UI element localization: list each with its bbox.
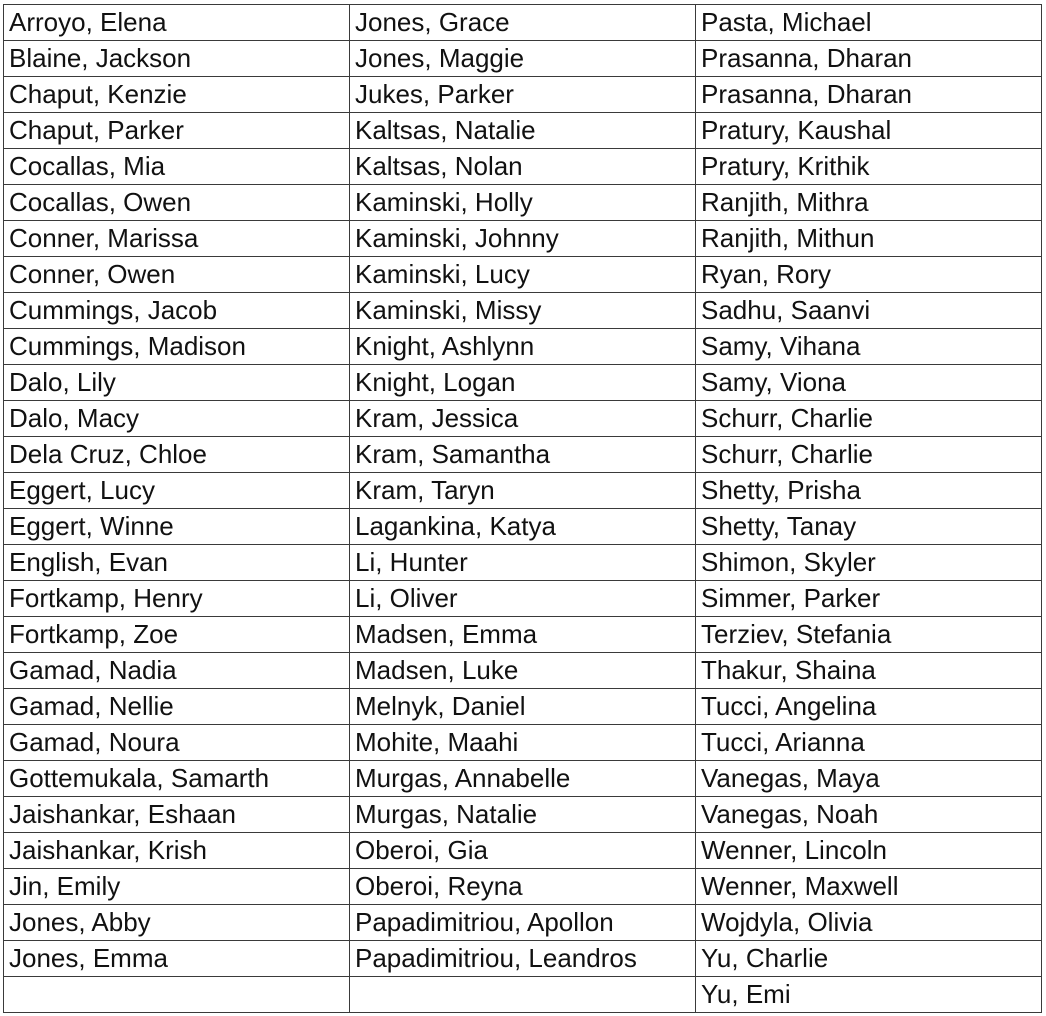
name-cell: Kaltsas, Natalie [350,113,696,149]
name-cell: Jones, Maggie [350,41,696,77]
name-cell: Conner, Marissa [4,221,350,257]
name-cell: English, Evan [4,545,350,581]
name-cell: Yu, Emi [696,977,1042,1013]
table-row [4,185,1042,221]
name-cell: Madsen, Emma [350,617,696,653]
name-cell: Kram, Taryn [350,473,696,509]
name-cell: Pratury, Kaushal [696,113,1042,149]
table-row [4,725,1042,761]
name-cell: Jaishankar, Krish [4,833,350,869]
name-cell: Knight, Ashlynn [350,329,696,365]
name-cell: Dalo, Lily [4,365,350,401]
name-cell: Chaput, Parker [4,113,350,149]
name-cell: Vanegas, Maya [696,761,1042,797]
name-cell: Schurr, Charlie [696,437,1042,473]
name-cell: Eggert, Lucy [4,473,350,509]
name-cell: Kaminski, Johnny [350,221,696,257]
table-row [4,401,1042,437]
name-cell: Samy, Vihana [696,329,1042,365]
name-cell: Jones, Grace [350,5,696,41]
table-row [4,509,1042,545]
table-row [4,761,1042,797]
name-cell: Jukes, Parker [350,77,696,113]
name-cell: Kram, Jessica [350,401,696,437]
name-cell: Jones, Emma [4,941,350,977]
name-cell: Wenner, Lincoln [696,833,1042,869]
table-row [4,617,1042,653]
name-cell: Pasta, Michael [696,5,1042,41]
name-cell: Blaine, Jackson [4,41,350,77]
name-cell: Gamad, Nellie [4,689,350,725]
name-cell: Prasanna, Dharan [696,77,1042,113]
table-row [4,5,1042,41]
table-row [4,149,1042,185]
table-row [4,869,1042,905]
name-cell: Gamad, Noura [4,725,350,761]
table-row [4,653,1042,689]
table-row [4,833,1042,869]
name-cell: Schurr, Charlie [696,401,1042,437]
table-row [4,77,1042,113]
table-row [4,545,1042,581]
name-cell: Yu, Charlie [696,941,1042,977]
name-cell: Pratury, Krithik [696,149,1042,185]
name-cell: Thakur, Shaina [696,653,1042,689]
name-grid-body [4,5,1042,1013]
name-cell: Papadimitriou, Leandros [350,941,696,977]
table-row [4,473,1042,509]
name-cell: Arroyo, Elena [4,5,350,41]
name-cell: Wojdyla, Olivia [696,905,1042,941]
table-row [4,581,1042,617]
name-cell: Fortkamp, Henry [4,581,350,617]
table-row [4,365,1042,401]
name-cell: Wenner, Maxwell [696,869,1042,905]
name-cell: Oberoi, Gia [350,833,696,869]
name-cell: Simmer, Parker [696,581,1042,617]
name-cell: Kaminski, Lucy [350,257,696,293]
table-row [4,221,1042,257]
name-cell: Madsen, Luke [350,653,696,689]
table-row [4,977,1042,1013]
name-cell [4,977,350,1013]
name-cell: Shetty, Prisha [696,473,1042,509]
name-cell: Papadimitriou, Apollon [350,905,696,941]
name-cell: Ranjith, Mithun [696,221,1042,257]
name-cell: Tucci, Arianna [696,725,1042,761]
name-cell: Mohite, Maahi [350,725,696,761]
name-cell: Chaput, Kenzie [4,77,350,113]
name-cell: Kaminski, Holly [350,185,696,221]
name-cell: Shetty, Tanay [696,509,1042,545]
name-cell: Dalo, Macy [4,401,350,437]
name-cell: Kaminski, Missy [350,293,696,329]
name-cell: Gamad, Nadia [4,653,350,689]
name-cell: Jones, Abby [4,905,350,941]
name-cell: Terziev, Stefania [696,617,1042,653]
name-cell: Cocallas, Owen [4,185,350,221]
name-cell: Dela Cruz, Chloe [4,437,350,473]
table-row [4,329,1042,365]
table-row [4,797,1042,833]
name-cell: Knight, Logan [350,365,696,401]
name-cell: Ranjith, Mithra [696,185,1042,221]
name-cell: Jin, Emily [4,869,350,905]
name-cell: Ryan, Rory [696,257,1042,293]
name-cell: Cummings, Jacob [4,293,350,329]
table-row [4,257,1042,293]
table-row [4,41,1042,77]
name-cell: Melnyk, Daniel [350,689,696,725]
table-row [4,905,1042,941]
name-cell: Vanegas, Noah [696,797,1042,833]
name-cell: Sadhu, Saanvi [696,293,1042,329]
table-row [4,437,1042,473]
name-cell: Murgas, Annabelle [350,761,696,797]
name-cell: Gottemukala, Samarth [4,761,350,797]
name-cell: Jaishankar, Eshaan [4,797,350,833]
name-cell: Cummings, Madison [4,329,350,365]
name-cell: Prasanna, Dharan [696,41,1042,77]
name-cell: Eggert, Winne [4,509,350,545]
name-cell: Li, Hunter [350,545,696,581]
name-cell: Kram, Samantha [350,437,696,473]
name-cell: Oberoi, Reyna [350,869,696,905]
table-row [4,941,1042,977]
table-row [4,689,1042,725]
table-row [4,293,1042,329]
name-cell [350,977,696,1013]
name-cell: Li, Oliver [350,581,696,617]
name-cell: Conner, Owen [4,257,350,293]
name-cell: Lagankina, Katya [350,509,696,545]
name-cell: Fortkamp, Zoe [4,617,350,653]
name-cell: Murgas, Natalie [350,797,696,833]
name-grid [3,4,1042,1013]
name-cell: Shimon, Skyler [696,545,1042,581]
table-row [4,113,1042,149]
name-cell: Kaltsas, Nolan [350,149,696,185]
name-cell: Samy, Viona [696,365,1042,401]
name-cell: Tucci, Angelina [696,689,1042,725]
name-cell: Cocallas, Mia [4,149,350,185]
